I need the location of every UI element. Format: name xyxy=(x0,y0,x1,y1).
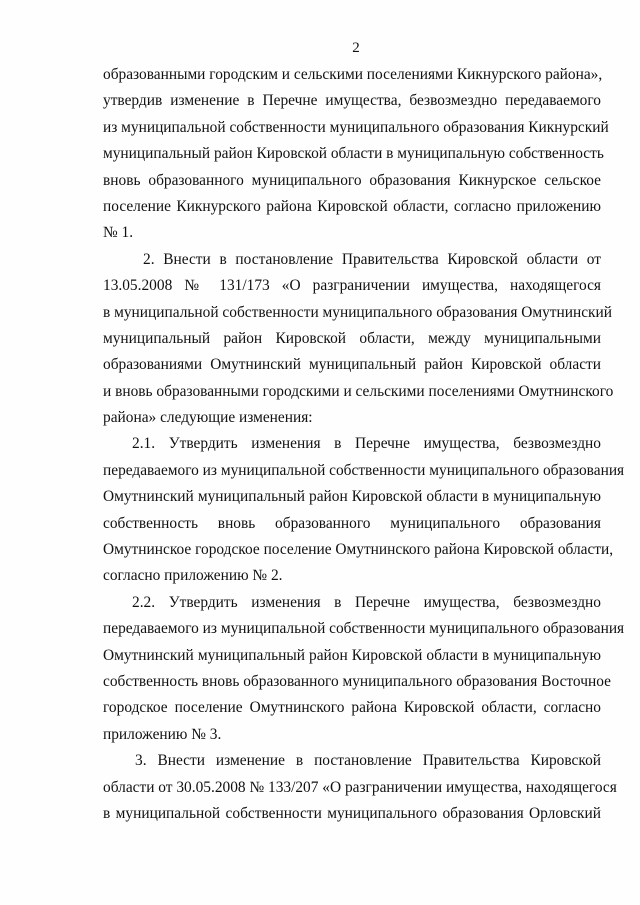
page-number: 2 xyxy=(352,40,360,56)
text-line: приложению № 3. xyxy=(103,725,222,743)
text-line: городское поселение Омутнинского района Кировской области, согласно xyxy=(103,699,601,717)
text-line: поселение Кикнурского района Кировской области, согласно приложению xyxy=(103,197,601,215)
text-line: Омутнинский муниципальный район Кировской области в муниципальную xyxy=(103,646,601,664)
text-line: в муниципальной собственности муниципального образования Омутнинский xyxy=(103,303,613,321)
text-line: передаваемого из муниципальной собственности муниципального образования xyxy=(103,461,625,479)
text-line: муниципальный район Кировской области, между муниципальными xyxy=(103,329,601,347)
paragraph-3-first-line: 3. Внести изменение в постановление Правительства Кировской xyxy=(135,752,601,770)
text-line: 13.05.2008 № 131/173 «О разграничении имущества, находящегося xyxy=(103,277,601,295)
text-line: собственность вновь образованного муниципального образования xyxy=(103,514,601,532)
text-line: передаваемого из муниципальной собственности муниципального образования xyxy=(103,620,625,638)
text-line: № 1. xyxy=(103,224,134,242)
paragraph-2-2-first-line: 2.2. Утвердить изменения в Перечне имущества, безвозмездно xyxy=(132,593,601,611)
text-line: области от 30.05.2008 № 133/207 «О разграничении имущества, находящегося xyxy=(103,778,617,796)
text-line: муниципальный район Кировской области в муниципальную собственность xyxy=(103,145,604,163)
paragraph-2-1-first-line: 2.1. Утвердить изменения в Перечне имущества, безвозмездно xyxy=(132,435,601,453)
text-line: Омутнинский муниципальный район Кировской области в муниципальную xyxy=(103,488,601,506)
text-line: образованными городским и сельскими поселениями Кикнурского района», xyxy=(103,66,603,83)
text-line: вновь образованного муниципального образования Кикнурское сельское xyxy=(103,171,601,189)
text-line: из муниципальной собственности муниципального образования Кикнурский xyxy=(103,118,609,136)
text-line: и вновь образованными городскими и сельскими поселениями Омутнинского xyxy=(103,382,614,400)
text-line: собственность вновь образованного муниципального образования Восточное xyxy=(103,672,611,690)
text-line: образованиями Омутнинский муниципальный район Кировской области xyxy=(103,356,601,374)
text-line: в муниципальной собственности муниципального образования Орловский xyxy=(103,804,601,822)
text-line: утвердив изменение в Перечне имущества, безвозмездно передаваемого xyxy=(103,92,601,110)
text-line: Омутнинское городское поселение Омутнинского района Кировской области, xyxy=(103,541,614,559)
text-line: района» следующие изменения: xyxy=(103,409,313,427)
document-body xyxy=(103,62,625,827)
paragraph-2-first-line: 2. Внести в постановление Правительства Кировской области от xyxy=(143,250,601,268)
text-line: согласно приложению № 2. xyxy=(103,567,283,585)
